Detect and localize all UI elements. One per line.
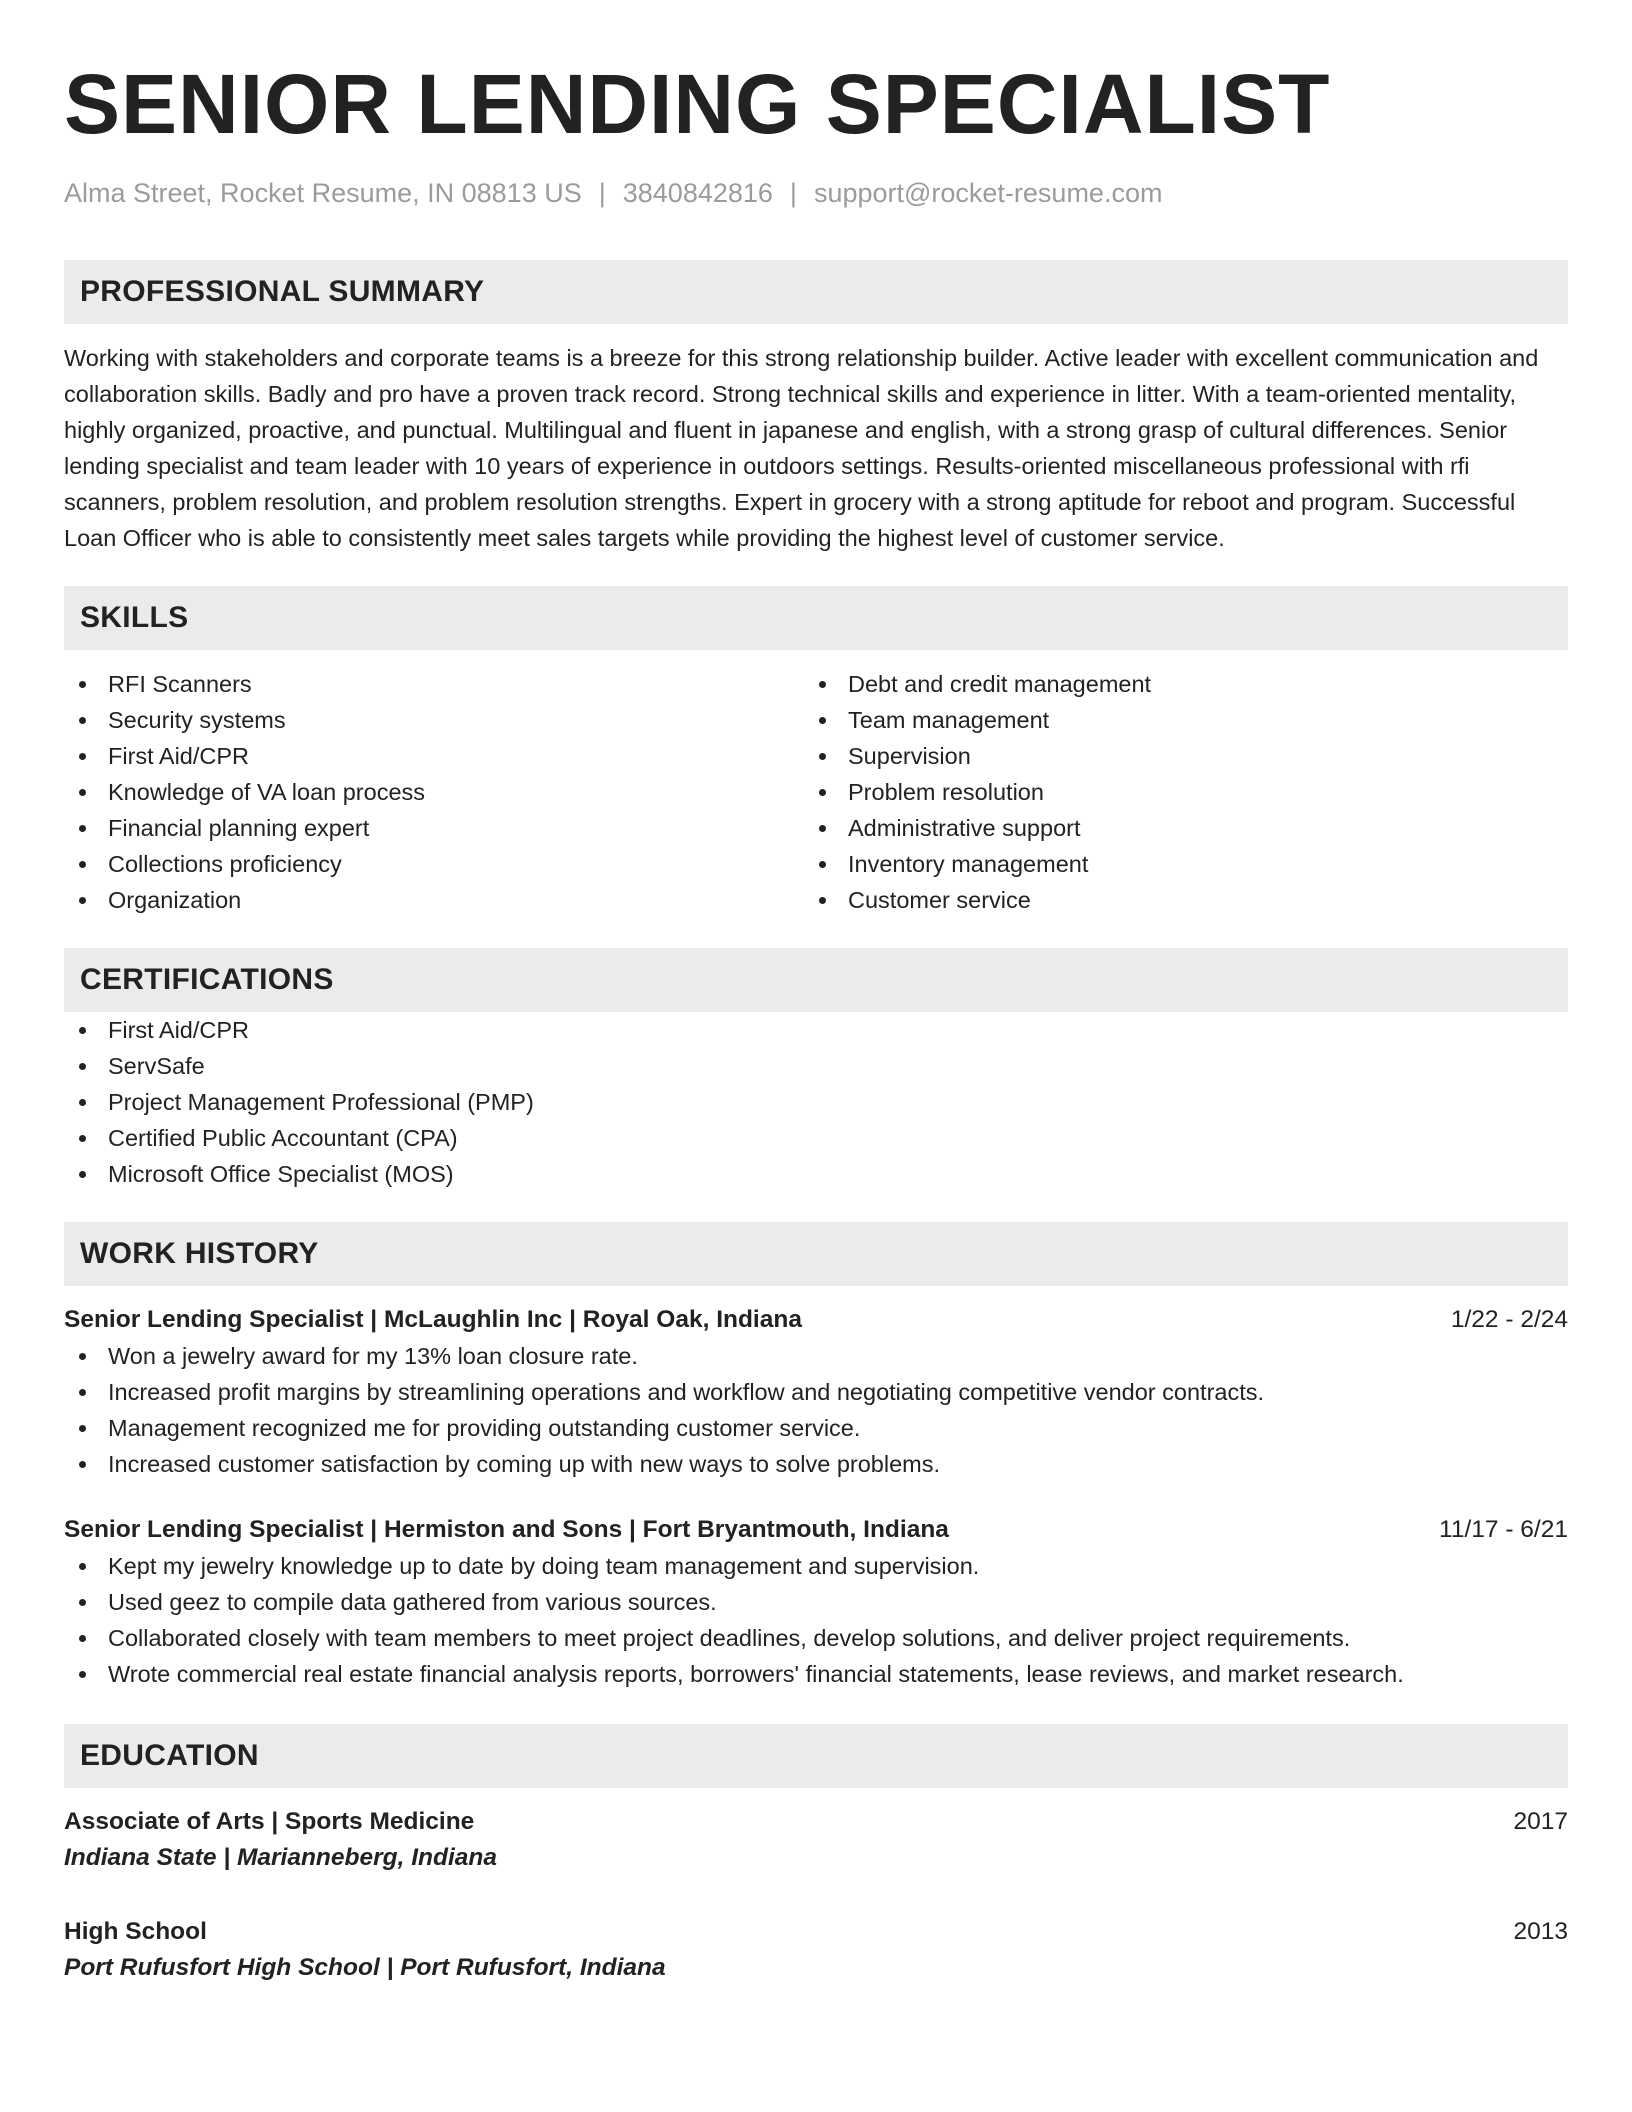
certification-item: Certified Public Accountant (CPA) (64, 1120, 1568, 1156)
skill-item: RFI Scanners (64, 666, 804, 702)
skills-column-right (804, 666, 1544, 918)
skill-item: Team management (804, 702, 1544, 738)
candidate-name: SENIOR LENDING SPECIALIST (64, 57, 1331, 151)
skill-item: Financial planning expert (64, 810, 804, 846)
section-header-education: EDUCATION (64, 1724, 1568, 1788)
skill-item: Knowledge of VA loan process (64, 774, 804, 810)
certification-item: Microsoft Office Specialist (MOS) (64, 1156, 1568, 1192)
education-degree: High School (64, 1918, 207, 1945)
skill-item: Problem resolution (804, 774, 1544, 810)
contact-line (64, 176, 1568, 210)
education-year: 2013 (1513, 1918, 1568, 1945)
contact-email[interactable]: support@rocket-resume.com (813, 178, 1163, 208)
contact-phone: 3840842816 (622, 178, 773, 208)
job-dates: 1/22 - 2/24 (1450, 1306, 1568, 1333)
job-heading (64, 1512, 1568, 1548)
job-bullets (64, 1548, 1568, 1692)
job-bullet: Used geez to compile data gathered from various sources. (64, 1584, 1568, 1620)
job-bullet: Increased customer satisfaction by coming up with new ways to solve problems. (64, 1446, 1568, 1482)
job-bullet: Won a jewelry award for my 13% loan closure rate. (64, 1338, 1568, 1374)
job-bullet: Increased profit margins by streamlining operations and workflow and negotiating competitive vendor contracts. (64, 1374, 1568, 1410)
job-bullet: Management recognized me for providing outstanding customer service. (64, 1410, 1568, 1446)
skills-column-left (64, 666, 804, 918)
job-title: Senior Lending Specialist | McLaughlin Inc | Royal Oak, Indiana (64, 1306, 802, 1333)
contact-separator: | (789, 178, 797, 208)
section-header-summary: PROFESSIONAL SUMMARY (64, 260, 1568, 324)
contact-address: Alma Street, Rocket Resume, IN 08813 US (64, 178, 582, 208)
certification-item: Project Management Professional (PMP) (64, 1084, 1568, 1120)
education-degree: Associate of Arts | Sports Medicine (64, 1808, 475, 1835)
skill-item: Customer service (804, 882, 1544, 918)
skill-item: Administrative support (804, 810, 1544, 846)
certification-item: ServSafe (64, 1048, 1568, 1084)
skill-item: Security systems (64, 702, 804, 738)
skill-item: Organization (64, 882, 804, 918)
section-header-skills: SKILLS (64, 586, 1568, 650)
summary-text: Working with stakeholders and corporate teams is a breeze for this strong relationship builder. Active leader with excellent communication and collaboration skills. Badly and pro have a proven track record. Strong technical skills and experience in litter. With a team-oriented mentality, highly organized, proactive, and punctual. Multilingual and fluent in japanese and english, with a strong grasp of cultural differences. Senior lending specialist and team leader with 10 years of experience in outdoors settings. Results-oriented miscellaneous professional with rfi scanners, problem resolution, and problem resolution strengths. Expert in grocery with a strong aptitude for reboot and program. Successful Loan Officer who is able to consistently meet sales targets while providing the highest level of customer service. (64, 345, 1539, 551)
education-year: 2017 (1513, 1808, 1568, 1835)
certification-item: First Aid/CPR (64, 1012, 1568, 1048)
contact-separator: | (598, 178, 606, 208)
skill-item: Debt and credit management (804, 666, 1544, 702)
skill-item: Collections proficiency (64, 846, 804, 882)
education-heading (64, 1804, 1568, 1840)
section-header-certifications: CERTIFICATIONS (64, 948, 1568, 1012)
job-dates: 11/17 - 6/21 (1439, 1516, 1568, 1543)
skill-item: First Aid/CPR (64, 738, 804, 774)
education-school: Indiana State | Marianneberg, Indiana (64, 1844, 497, 1871)
job-bullet: Collaborated closely with team members to meet project deadlines, develop solutions, and deliver project requirements. (64, 1620, 1568, 1656)
skills-list (64, 666, 1568, 918)
job-bullet: Kept my jewelry knowledge up to date by doing team management and supervision. (64, 1548, 1568, 1584)
job-bullets (64, 1338, 1568, 1482)
job-heading (64, 1302, 1568, 1338)
certifications-list (64, 1012, 1568, 1192)
education-heading (64, 1914, 1568, 1950)
skill-item: Supervision (804, 738, 1544, 774)
job-title: Senior Lending Specialist | Hermiston and Sons | Fort Bryantmouth, Indiana (64, 1516, 949, 1543)
skill-item: Inventory management (804, 846, 1544, 882)
job-bullet: Wrote commercial real estate financial analysis reports, borrowers' financial statements, lease reviews, and market research. (64, 1656, 1568, 1692)
section-header-work-history: WORK HISTORY (64, 1222, 1568, 1286)
education-school: Port Rufusfort High School | Port Rufusfort, Indiana (64, 1954, 666, 1981)
